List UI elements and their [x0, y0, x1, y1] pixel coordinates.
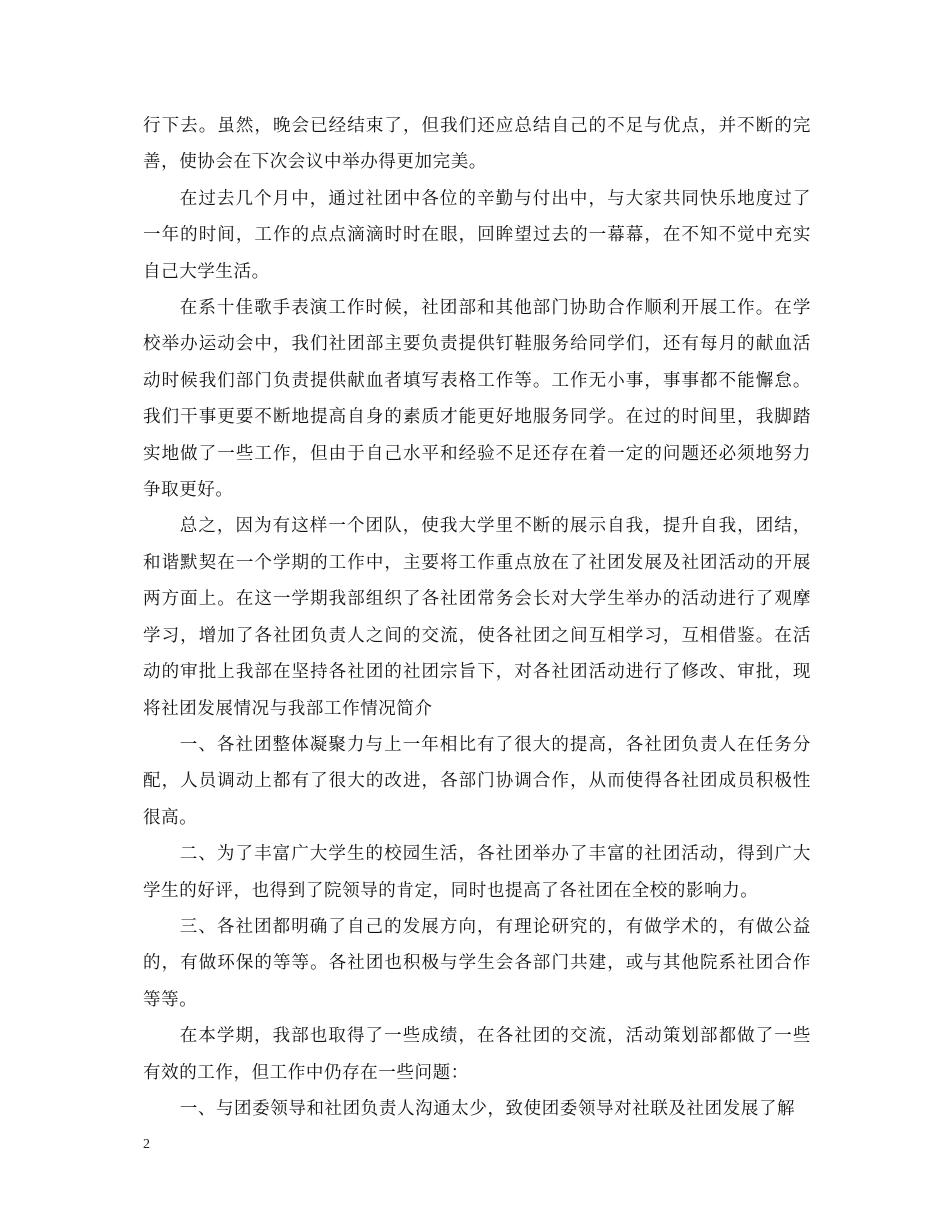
paragraph: 在系十佳歌手表演工作时候，社团部和其他部门协助合作顺利开展工作。在学校举办运动会中，我们社团部主要负责提供钉鞋服务给同学们，还有每月的献血活动时候我们部门负责提供献血者填写表格工作等。工作无小事，事事都不能懈怠。我们干事更要不断地提高自身的素质才能更好地服务同学。在过的时间里，我脚踏实地做了一些工作，但由于自己水平和经验不足还存在着一定的问题还必须地努力争取更好。 — [143, 298, 811, 501]
body-text — [143, 108, 811, 1127]
list-paragraph-one: 一、各社团整体凝聚力与上一年相比有了很大的提高，各社团负责人在任务分配，人员调动上都有了很大的改进，各部门协调合作，从而使得各社团成员积极性很高。 — [143, 734, 811, 828]
list-paragraph-three: 三、各社团都明确了自己的发展方向，有理论研究的，有做学术的，有做公益的，有做环保的等等。各社团也积极与学生会各部门共建，或与其他院系社团合作等等。 — [143, 916, 811, 1010]
paragraph: 在过去几个月中，通过社团中各位的辛勤与付出中，与大家共同快乐地度过了一年的时间，工作的点点滴滴时时在眼，回眸望过去的一幕幕，在不知不觉中充实自己大学生活。 — [143, 188, 811, 282]
paragraph: 总之，因为有这样一个团队，使我大学里不断的展示自我，提升自我，团结，和谐默契在一个学期的工作中，主要将工作重点放在了社团发展及社团活动的开展两方面上。在这一学期我部组织了各社团常务会长对大学生举办的活动进行了观摩学习，增加了各社团负责人之间的交流，使各社团之间互相学习，互相借鉴。在活动的审批上我部在坚持各社团的社团宗旨下，对各社团活动进行了修改、审批，现将社团发展情况与我部工作情况简介 — [143, 516, 811, 719]
page-number: 2 — [143, 1137, 150, 1152]
list-paragraph-two: 二、为了丰富广大学生的校园生活，各社团举办了丰富的社团活动，得到广大学生的好评，也得到了院领导的肯定，同时也提高了各社团在全校的影响力。 — [143, 844, 811, 901]
paragraph-continuation: 行下去。虽然，晚会已经结束了，但我们还应总结自己的不足与优点，并不断的完善，使协会在下次会议中举办得更加完美。 — [143, 116, 811, 173]
paragraph: 在本学期，我部也取得了一些成绩，在各社团的交流，活动策划部都做了一些有效的工作，但工作中仍存在一些问题： — [143, 1026, 811, 1083]
list-paragraph-problem-one: 一、与团委领导和社团负责人沟通太少，致使团委领导对社联及社团发展了解 — [179, 1098, 796, 1119]
